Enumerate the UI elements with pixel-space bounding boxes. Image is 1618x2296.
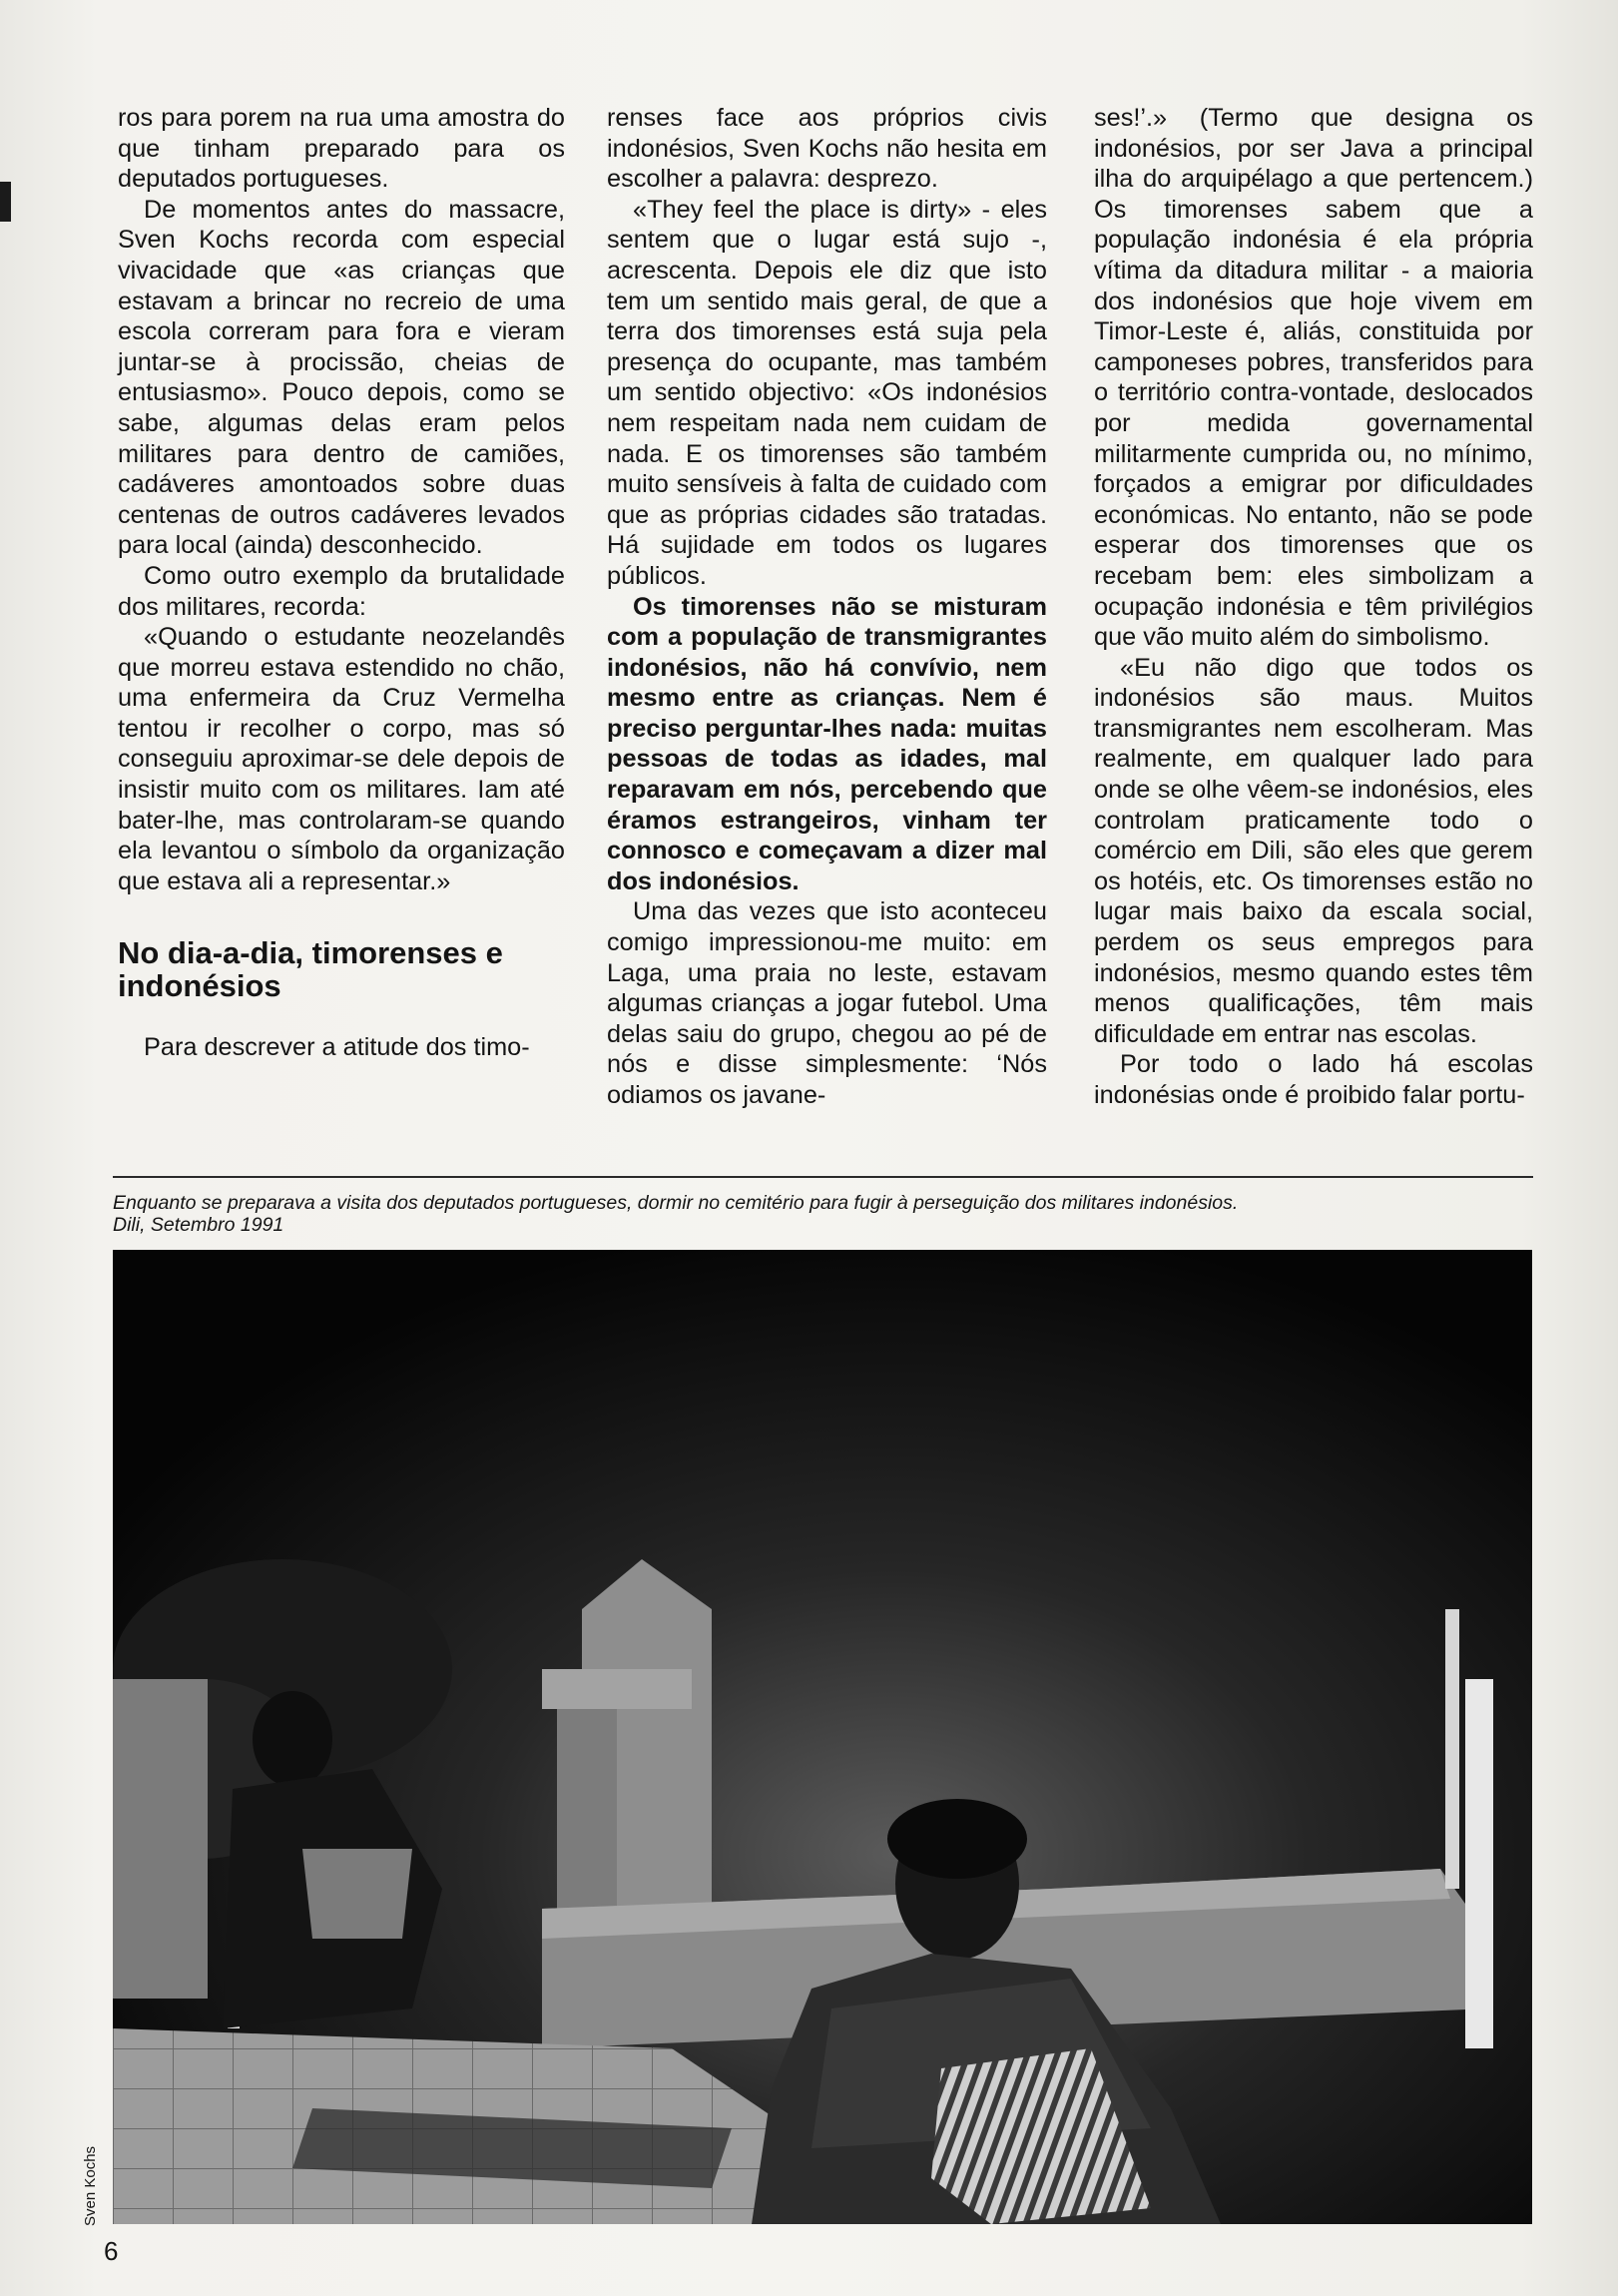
caption-line: Enquanto se preparava a visita dos deputados portugueses, dormir no cemitério para fugir à perseguição dos militares indonésios.: [113, 1192, 1239, 1214]
paragraph: «They feel the place is dirty» - eles sentem que o lugar está sujo -, acrescenta. Depois ele diz que isto tem um sentido mais geral, de que a terra dos timorenses está suja pela presença do ocupante, mas também um sentido objectivo: «Os indonésios nem respeitam nada nem cuidam de nada. E os timorenses são também muito sensíveis à falta de cuidado com que as próprias cidades são tratadas. Há sujidade em todos os lugares públicos.: [607, 195, 1047, 590]
paragraph: De momentos antes do massacre, Sven Kochs recorda com especial vivacidade que «as crianças que estavam a brincar no recreio de uma escola correram para fora e vieram juntar-se à procissão, cheias de entusiasmo». Pouco depois, como se sabe, algumas delas eram pelos militares para dentro de camiões, cadáveres amontoados sobre duas centenas de outros cadáveres levados para local (ainda) desconhecido.: [118, 195, 565, 560]
text-column-2: [607, 103, 1047, 1111]
paragraph: «Eu não digo que todos os indonésios são maus. Muitos transmigrantes nem escolheram. Mas realmente, em qualquer lado para onde se olhe vêem-se indonésios, eles controlam praticamente todo o comércio em Dili, são eles que gerem os hotéis, etc. Os timorenses estão no lugar mais baixo da escala social, perdem os seus empregos para indonésios, mesmo quando estes têm menos qualificações, têm mais dificuldade em entrar nas escolas.: [1094, 653, 1533, 1048]
paragraph: Uma das vezes que isto aconteceu comigo impressionou-me muito: em Laga, uma praia no leste, estavam algumas crianças a jogar futebol. Uma delas saiu do grupo, chegou ao pé de nós e disse simplesmente: ‘Nós odiamos os javane-: [607, 897, 1047, 1109]
paragraph-quote: «Quando o estudante neozelandês que morreu estava estendido no chão, uma enfermeira da Cruz Vermelha tentou ir recolher o corpo, mas só conseguiu aproximar-se dele depois de insistir muito com os militares. Iam até bater-lhe, mas controlaram-se quando ela levantou o símbolo da organização que estava ali a representar.»: [118, 623, 565, 895]
caption-rule: [113, 1176, 1533, 1178]
margin-mark: [0, 182, 11, 222]
paragraph: Para descrever a atitude dos timo-: [144, 1033, 530, 1062]
paragraph: ses!’.» (Termo que designa os indonésios, por ser Java a principal ilha do arquipélago a que pertencem.) Os timorenses sabem que a população indonésia é ela própria vítima da ditadura militar - a maioria dos indonésios que hoje vivem em Timor-Leste é, aliás, constituida por camponeses pobres, transferidos para o território contra-vontade, deslocados por medida governamental militarmente cumprida ou, no mínimo, forçados a emigrar por dificuldades económicas. No entanto, não se pode esperar dos timorenses que os recebam bem: eles simbolizam a ocupação indonésia e têm privilégios que vão muito além do simbolismo.: [1094, 104, 1533, 652]
photo-illustration: [113, 1250, 1532, 2224]
paragraph: ros para porem na rua uma amostra do que tinham preparado para os deputados portugueses.: [118, 104, 565, 194]
text-column-3: [1094, 103, 1533, 1111]
paragraph-bold: Os timorenses não se misturam com a população de transmigrantes indonésios, não há convívio, nem mesmo entre as crianças. Nem é preciso perguntar-lhes nada: muitas pessoas de todas as idades, mal reparavam em nós, percebendo que éramos estrangeiros, vinham ter connosco e começavam a dizer mal dos indonésios.: [607, 592, 1047, 895]
text-column-1: [118, 103, 565, 1063]
section-heading: No dia-a-dia, timorenses e indonésios: [118, 935, 503, 1004]
paragraph: Como outro exemplo da brutalidade dos militares, recorda:: [118, 561, 565, 621]
page-number: 6: [104, 2236, 119, 2266]
photo-credit: [82, 2120, 172, 2226]
photograph: [113, 1250, 1532, 2224]
paragraph: renses face aos próprios civis indonésios, Sven Kochs não hesita em escolher a palavra: desprezo.: [607, 104, 1047, 194]
caption-line: Dili, Setembro 1991: [113, 1214, 284, 1236]
paragraph: Por todo o lado há escolas indonésias onde é proibido falar portu-: [1094, 1050, 1533, 1109]
photo-credit-text: Sven Kochs: [82, 2145, 99, 2226]
photo-caption: [113, 1192, 1540, 1236]
